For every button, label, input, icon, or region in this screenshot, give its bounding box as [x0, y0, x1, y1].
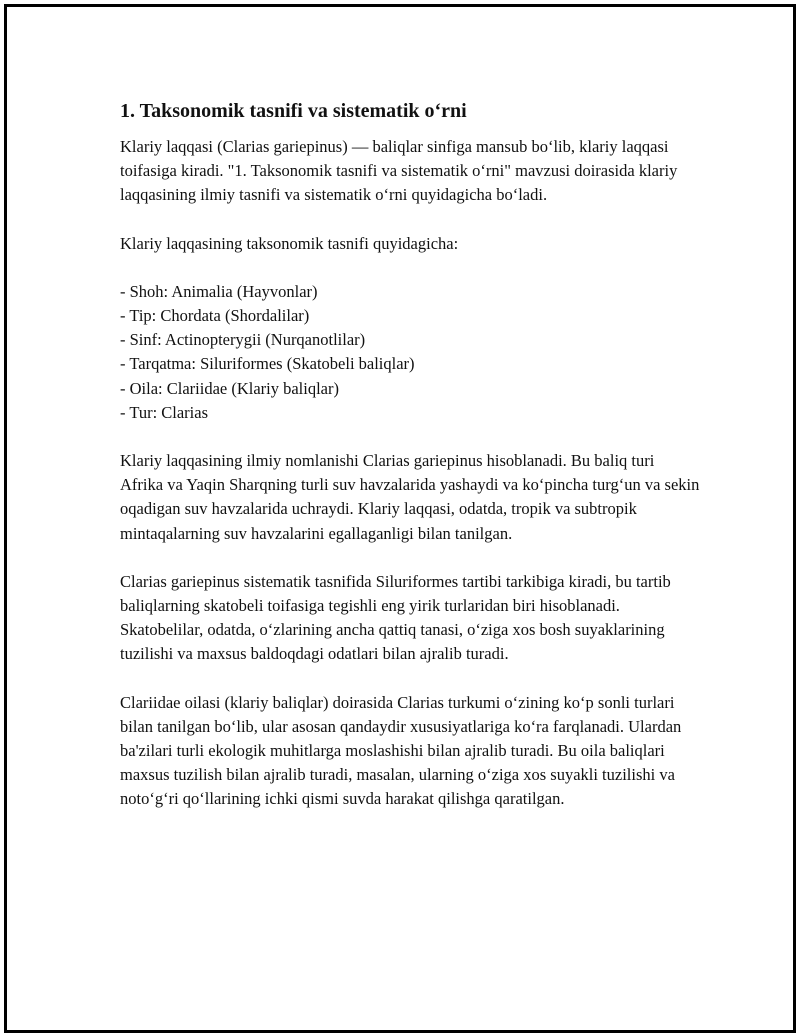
document-page — [4, 4, 796, 1033]
taxonomy-item-order: - Tarqatma: Siluriformes (Skatobeli baliqlar) — [120, 354, 415, 374]
taxonomy-intro: Klariy laqqasining taksonomik tasnifi quyidagicha: — [120, 233, 459, 253]
section-heading: 1. Taksonomik tasnifi va sistematik o‘rni — [120, 100, 467, 122]
document-body — [120, 99, 700, 836]
body-paragraph-order: Clarias gariepinus sistematik tasnifida Siluriformes tartibi tarkibiga kiradi, bu tartib baliqlarning skatobeli toifasiga tegishli eng yirik turlaridan biri hisoblanadi. Skatobelilar, odatda, o‘zlarining ancha qattiq tanasi, o‘ziga xos bosh suyaklarining tuzilishi va maxsus baldoqdagi odatlari bilan ajralib turadi. — [120, 571, 671, 664]
taxonomy-item-phylum: - Tip: Chordata (Shordalilar) — [120, 306, 310, 326]
body-paragraph-family: Clariidae oilasi (klariy baliqlar) doirasida Clarias turkumi o‘zining ko‘p sonli turlari bilan tanilgan bo‘lib, ular asosan qandaydir xususiyatlariga ko‘ra farqlanadi. Ulardan ba'zilari turli ekologik muhitlarga moslashishi bilan ajralib turadi. Bu oila baliqlari maxsus tuzilish bilan ajralib turadi, masalan, ularning o‘ziga xos suyakli tuzilishi va noto‘g‘ri qo‘llarining ichki qismi suvda harakat qilishga qaratilgan. — [120, 692, 682, 809]
body-paragraph-naming: Klariy laqqasining ilmiy nomlanishi Clarias gariepinus hisoblanadi. Bu baliq turi Afrika va Yaqin Sharqning turli suv havzalarida yashaydi va ko‘pincha turg‘un va sekin oqadigan suv havzalarida uchraydi. Klariy laqqasi, odatda, tropik va subtropik mintaqalarning suv havzalarini egallaganligi bilan tanilgan. — [120, 451, 700, 543]
intro-paragraph: Klariy laqqasi (Clarias gariepinus) — baliqlar sinfiga mansub bo‘lib, klariy laqqasi toifasiga kiradi. "1. Taksonomik tasnifi va sistematik o‘rni" mavzusi doirasida klariy laqqasining ilmiy tasnifi va sistematik o‘rni quyidagicha bo‘ladi. — [120, 137, 678, 205]
taxonomy-item-family: - Oila: Clariidae (Klariy baliqlar) — [120, 378, 339, 398]
taxonomy-item-kingdom: - Shoh: Animalia (Hayvonlar) — [120, 281, 318, 301]
taxonomy-list — [120, 280, 700, 425]
taxonomy-item-genus: - Tur: Clarias — [120, 402, 209, 422]
taxonomy-item-class: - Sinf: Actinopterygii (Nurqanotlilar) — [120, 330, 366, 350]
